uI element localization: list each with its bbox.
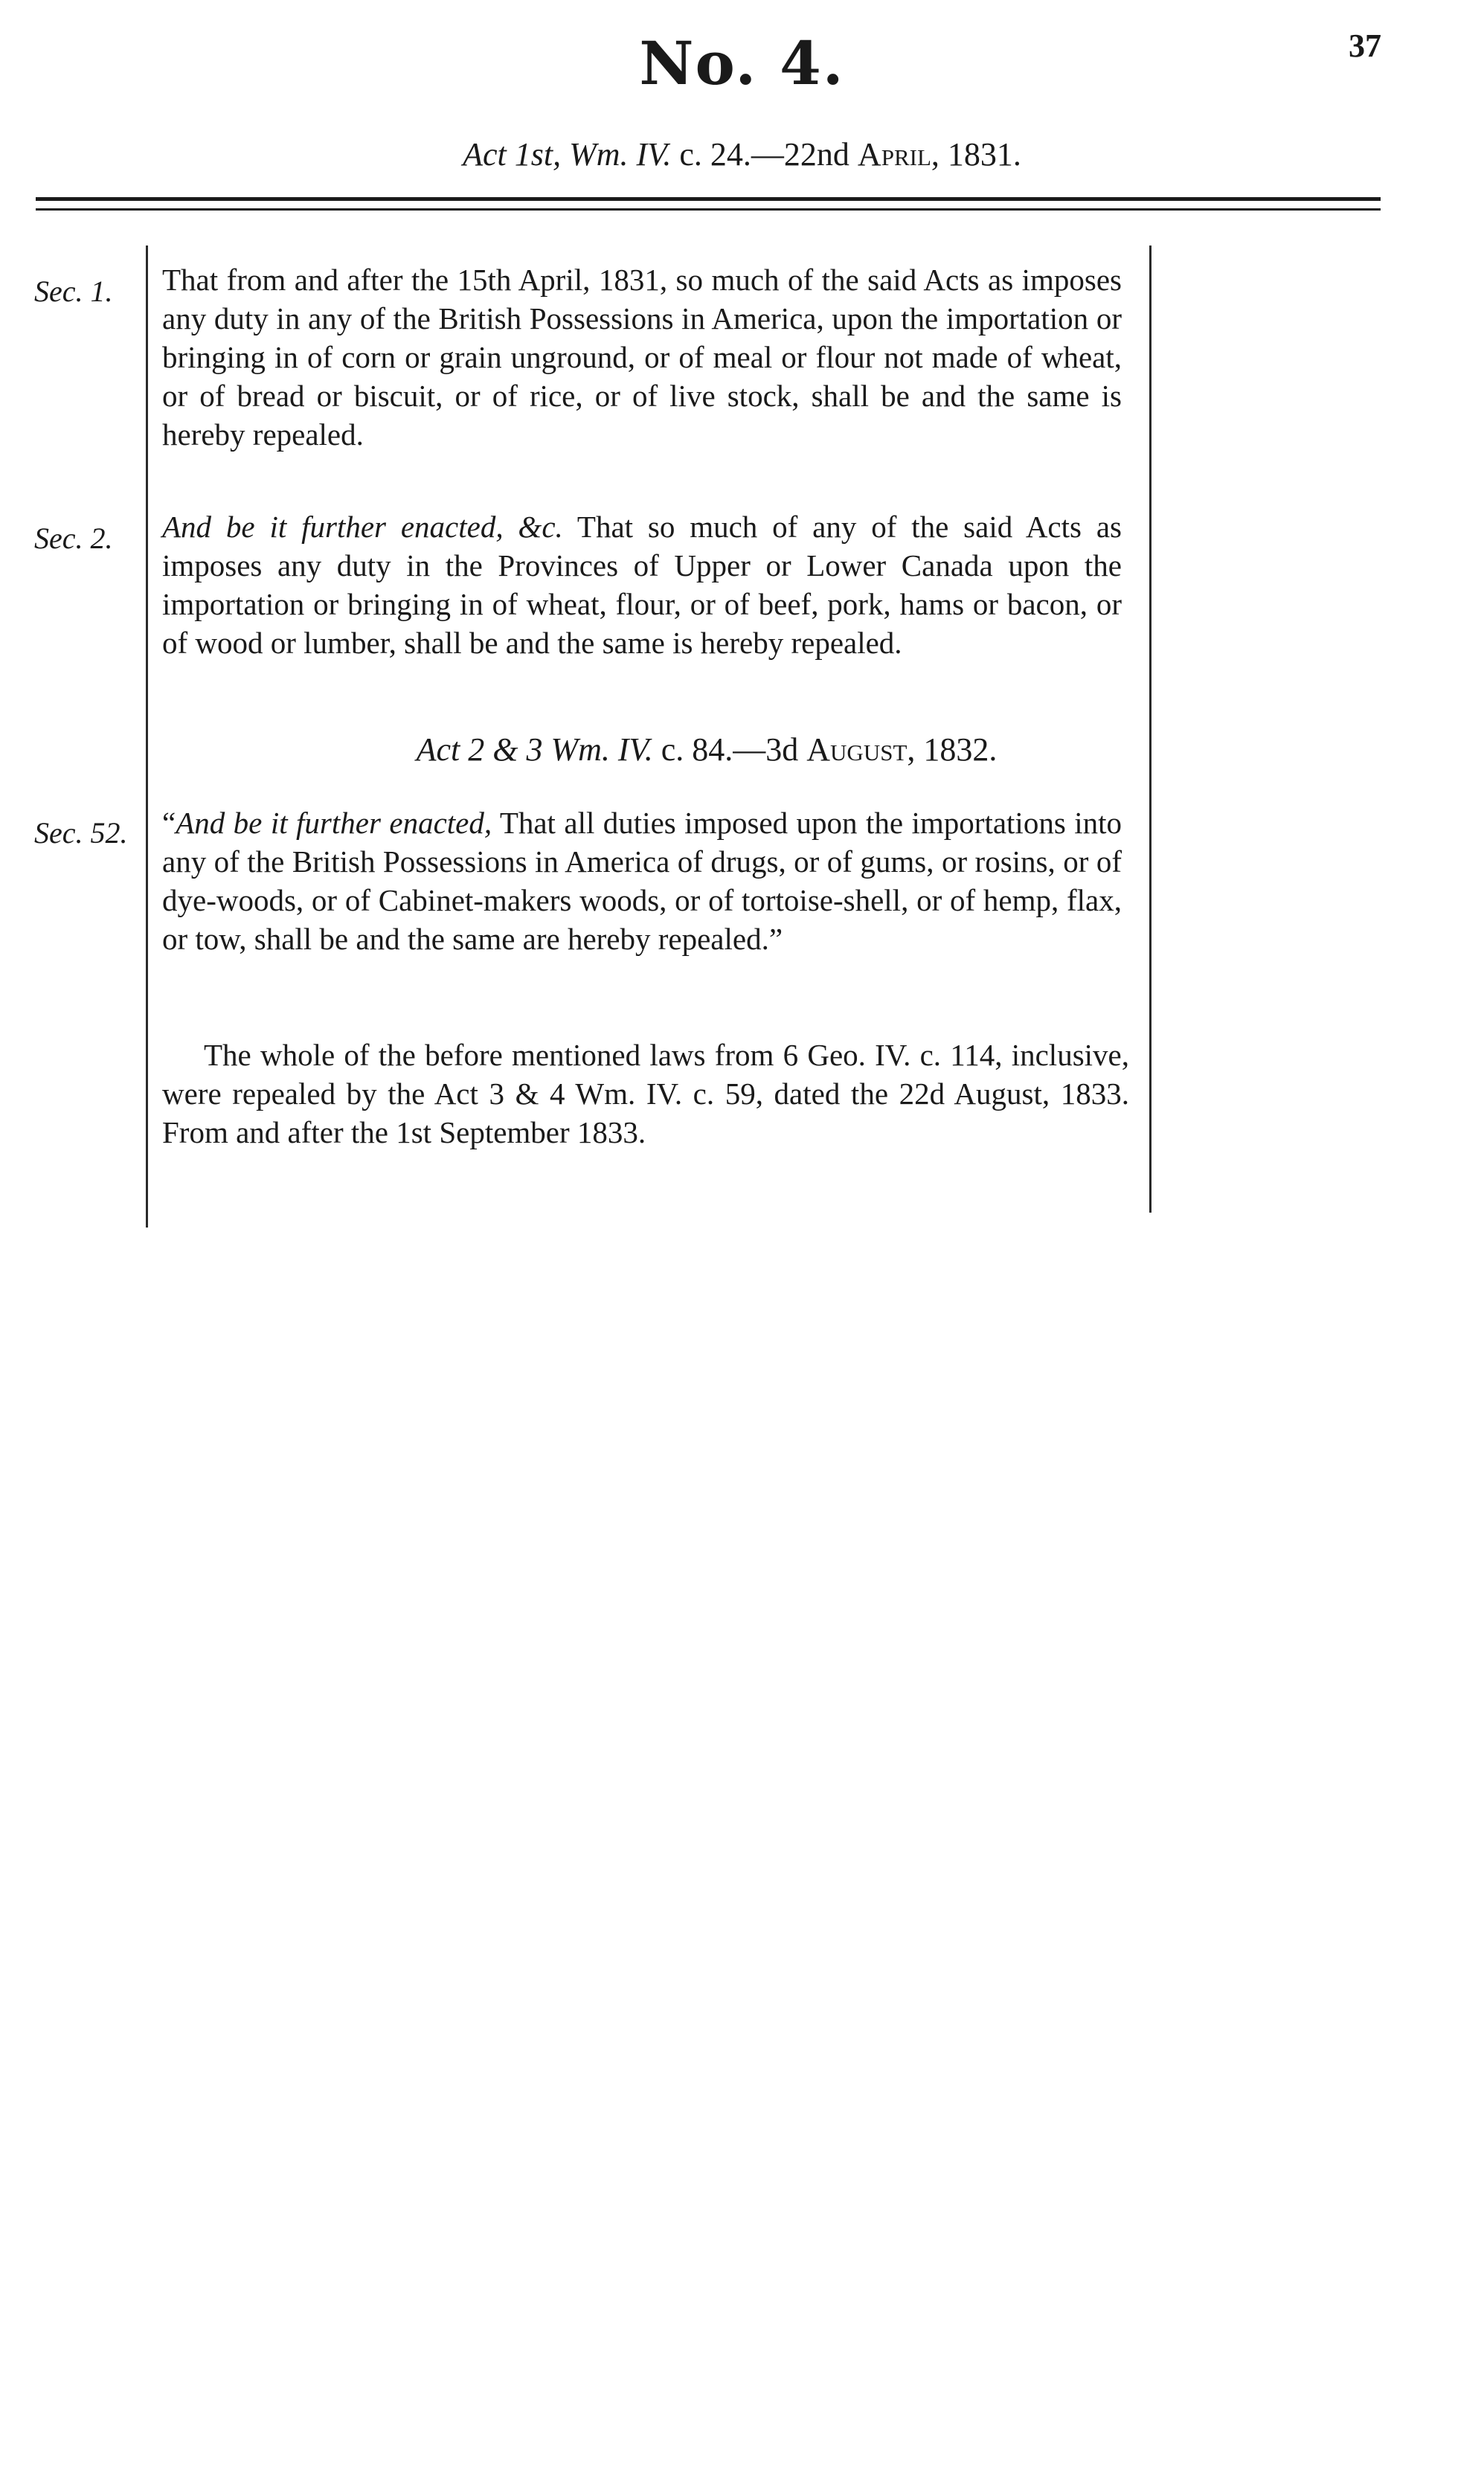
- act-2-citation: [134, 731, 1279, 769]
- section-2-label: Sec. 2.: [34, 522, 113, 555]
- section-2-text: [162, 507, 1122, 662]
- act-1-year: 1831.: [947, 136, 1021, 173]
- section-52-lead: And be it further enacted,: [176, 806, 492, 840]
- section-2-lead: And be it further enacted, &c.: [162, 510, 563, 544]
- heading-rule-thick: [36, 197, 1381, 201]
- section-1-body: That from and after the 15th April, 1831, so much of the said Acts as imposes any duty in any of the British Possessions in America, upon the importation or bringing in of corn or grain unground, or of meal or flour not made of wheat, or of bread or biscuit, or of rice, or of live stock, shall be and the same is hereby repealed.: [162, 263, 1122, 452]
- act-1-month: April,: [857, 136, 939, 173]
- section-52-body: That all duties imposed upon the importations into any of the British Possessions in America of drugs, or of gums, or rosins, or of dye-woods, or of Cabinet-makers woods, or of tortoise-shell, or of hemp, flax, or tow, shall be and the same are hereby repealed.”: [162, 806, 1122, 956]
- act-1-title: Act 1st, Wm. IV.: [463, 136, 672, 173]
- section-52-open-quote: “: [162, 806, 176, 840]
- closing-paragraph: [162, 1036, 1129, 1152]
- page-heading: No. 4.: [639, 28, 845, 98]
- act-2-title: Act 2 & 3 Wm. IV.: [416, 731, 653, 768]
- page-number: 37: [1349, 28, 1381, 64]
- section-1-label: Sec. 1.: [34, 275, 113, 308]
- act-2-month: August,: [806, 731, 916, 768]
- act-1-chapter: c. 24.—22nd: [679, 136, 849, 173]
- closing-paragraph-text: The whole of the before mentioned laws from 6 Geo. IV. c. 114, inclusive, were repealed by the Act 3 & 4 Wm. IV. c. 59, dated the 22d August, 1833. From and after the 1st September 1833.: [162, 1038, 1129, 1149]
- section-52-text: [162, 803, 1122, 958]
- act-1-citation: [0, 135, 1484, 173]
- heading-rule-thin: [36, 208, 1381, 211]
- act-2-chapter: c. 84.—3d: [661, 731, 799, 768]
- right-margin-rule: [1149, 246, 1151, 1213]
- section-2-body: That so much of any of the said Acts as imposes any duty in the Provinces of Upper or Lower Canada upon the importation or bringing in of wheat, flour, or of beef, pork, hams or bacon, or of wood or lumber, shall be and the same is hereby repealed.: [162, 510, 1122, 660]
- section-52-label: Sec. 52.: [34, 816, 128, 850]
- act-2-year: 1832.: [923, 731, 998, 768]
- section-1-text: [162, 260, 1122, 454]
